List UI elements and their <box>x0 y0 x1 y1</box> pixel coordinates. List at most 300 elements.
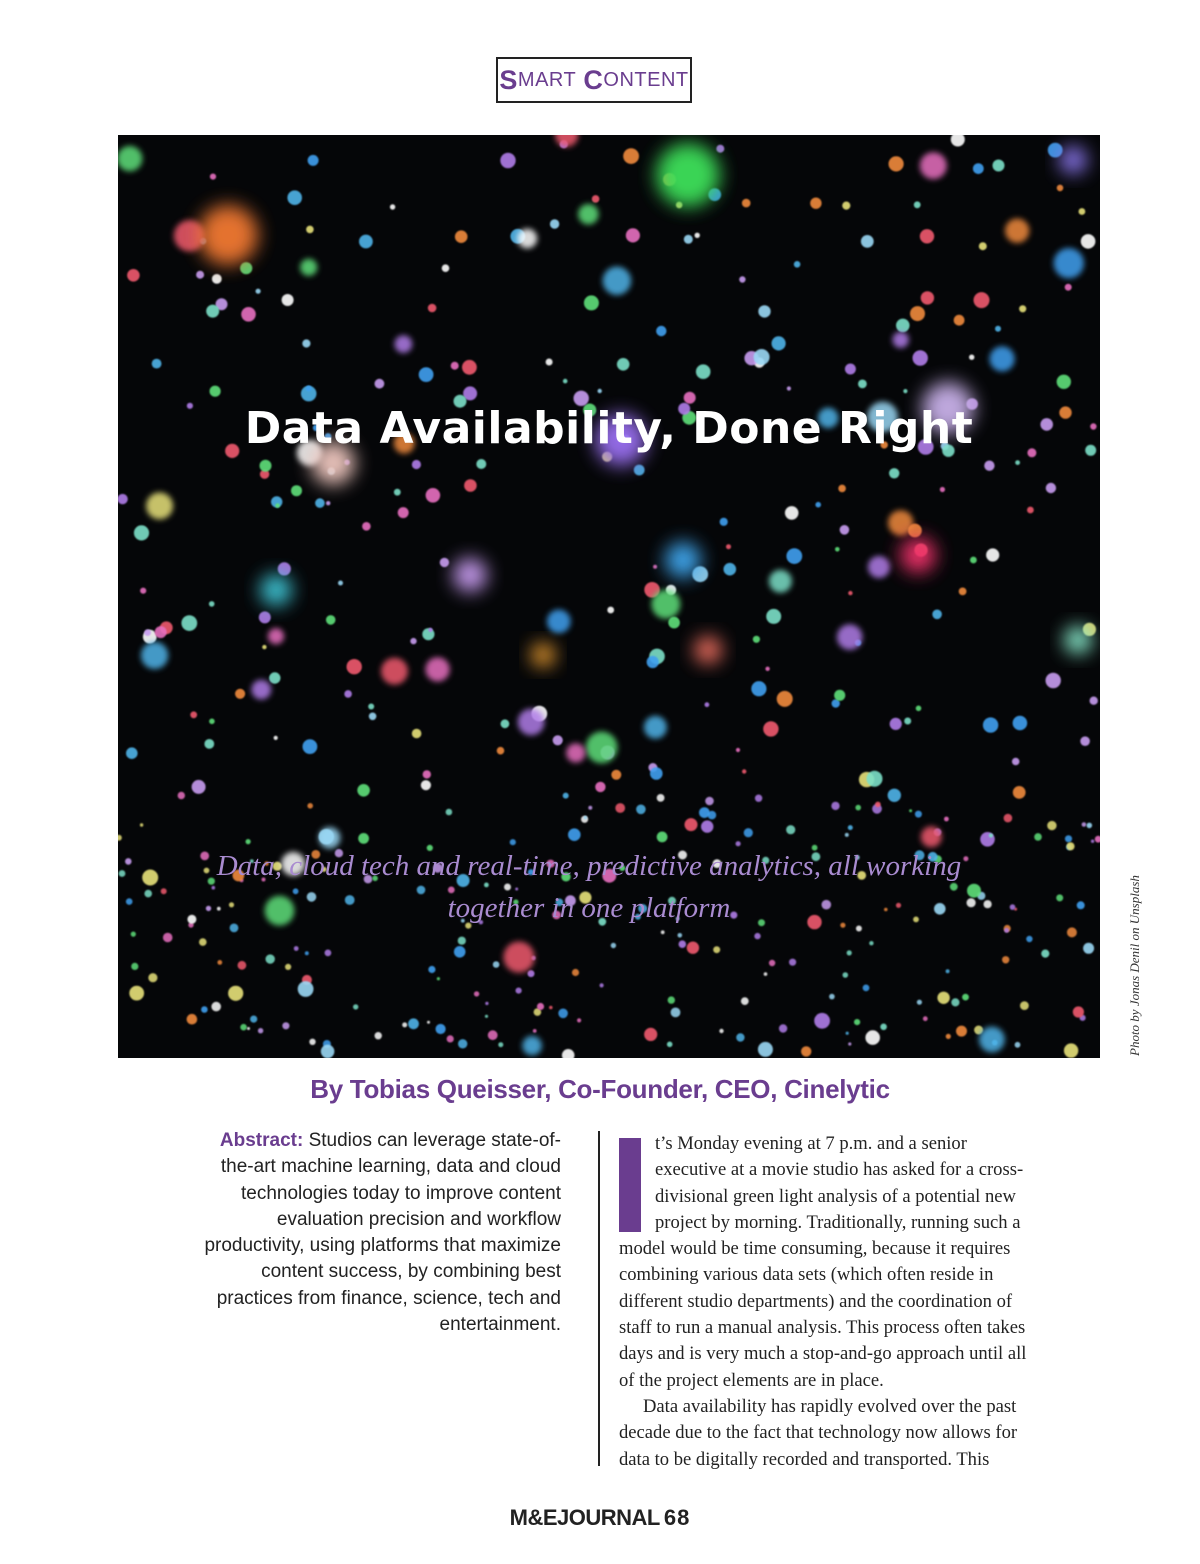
bokeh-light <box>584 816 588 820</box>
bokeh-light <box>840 525 850 535</box>
bokeh-light <box>758 305 770 317</box>
bokeh-light <box>315 498 325 508</box>
bokeh-light <box>347 659 362 674</box>
bokeh-light <box>307 803 313 809</box>
bokeh-light <box>235 689 245 699</box>
bokeh-light <box>890 718 902 730</box>
bokeh-light <box>1090 697 1098 705</box>
bokeh-light <box>421 780 431 790</box>
bokeh-light <box>954 315 965 326</box>
bokeh-light <box>893 332 909 348</box>
bokeh-light <box>867 771 883 787</box>
bokeh-light <box>940 487 945 492</box>
bokeh-light <box>861 235 874 248</box>
bokeh-light <box>607 607 614 614</box>
bokeh-light <box>1082 822 1087 827</box>
bokeh-light <box>751 681 766 696</box>
bokeh-light <box>419 367 434 382</box>
bokeh-light <box>129 986 144 1001</box>
bokeh-light <box>428 628 432 632</box>
bokeh-light <box>595 782 605 792</box>
bokeh-light <box>134 525 149 540</box>
body-paragraph-2: Data availability has rapidly evolved over the past decade due to the fact that technology now allows for data to be digitally recorded and transported. This <box>619 1395 1018 1470</box>
bokeh-light <box>558 1009 568 1019</box>
bokeh-light <box>537 1003 544 1010</box>
bokeh-light <box>516 988 522 994</box>
bokeh-light <box>801 1046 811 1056</box>
bokeh-light <box>500 153 515 168</box>
bokeh-light <box>1059 146 1087 174</box>
bokeh-light <box>127 269 140 282</box>
bokeh-light <box>956 1026 967 1037</box>
bokeh-light <box>668 996 675 1003</box>
bokeh-light <box>447 1035 454 1042</box>
bokeh-light <box>308 155 319 166</box>
bokeh-light <box>140 823 143 826</box>
bokeh-light <box>305 951 309 955</box>
bokeh-light <box>1046 673 1061 688</box>
bokeh-light <box>611 943 616 948</box>
bokeh-light <box>769 960 775 966</box>
bokeh-light <box>651 590 680 619</box>
bokeh-light <box>970 557 977 564</box>
column-divider <box>598 1131 600 1466</box>
bokeh-light <box>326 501 330 505</box>
bokeh-light <box>880 1024 887 1031</box>
bokeh-light <box>951 135 965 147</box>
bokeh-light <box>763 721 778 736</box>
bokeh-light <box>584 295 599 310</box>
bokeh-light <box>547 610 571 634</box>
bokeh-light <box>369 713 377 721</box>
bokeh-light <box>903 389 907 393</box>
bokeh-light <box>287 190 302 205</box>
bokeh-light <box>647 656 659 668</box>
bokeh-light <box>777 691 793 707</box>
bokeh-light <box>858 380 867 389</box>
bokeh-light <box>923 1016 928 1021</box>
bokeh-light <box>855 805 861 811</box>
bokeh-light <box>212 274 222 284</box>
bokeh-light <box>665 542 701 578</box>
bokeh-light <box>394 489 401 496</box>
bokeh-light <box>695 233 700 238</box>
bokeh-light <box>260 460 272 472</box>
bokeh-light <box>687 942 699 954</box>
bokeh-light <box>962 994 969 1001</box>
bokeh-light <box>944 817 949 822</box>
bokeh-light <box>282 294 294 306</box>
abstract-label: Abstract: <box>219 1130 304 1151</box>
bokeh-light <box>119 870 126 877</box>
bokeh-light <box>650 767 663 780</box>
bokeh-light <box>656 143 720 207</box>
bokeh-light <box>914 201 921 208</box>
bokeh-light <box>142 870 158 886</box>
bokeh-light <box>268 628 284 644</box>
bokeh-light <box>338 581 343 586</box>
bokeh-light <box>744 828 753 837</box>
bokeh-light <box>285 964 291 970</box>
bokeh-light <box>1015 1042 1021 1048</box>
bokeh-light <box>1064 1043 1078 1057</box>
bokeh-light <box>868 556 890 578</box>
article-body <box>619 1131 1039 1473</box>
bokeh-light <box>240 1024 247 1031</box>
bokeh-light <box>810 198 821 209</box>
bokeh-light <box>611 770 621 780</box>
bokeh-light <box>198 205 258 265</box>
bokeh-light <box>498 1042 503 1047</box>
bokeh-light <box>155 626 167 638</box>
bokeh-light <box>786 825 795 834</box>
bokeh-light <box>716 145 724 153</box>
bokeh-light <box>422 628 434 640</box>
bokeh-light <box>549 1006 553 1010</box>
bokeh-light <box>846 1032 849 1035</box>
photo-credit: Photo by Jonas Denil on Unsplash <box>1127 875 1142 1056</box>
bokeh-light <box>381 658 408 685</box>
bokeh-light <box>984 461 994 471</box>
bokeh-light <box>454 946 466 958</box>
bokeh-light <box>1057 185 1064 192</box>
bokeh-light <box>789 959 796 966</box>
bokeh-light <box>303 739 318 754</box>
bokeh-light <box>528 970 535 977</box>
bokeh-light <box>262 645 266 649</box>
bokeh-light <box>451 362 459 370</box>
bokeh-light <box>446 809 453 816</box>
bokeh-light <box>178 792 185 799</box>
bokeh-light <box>848 825 853 830</box>
bokeh-light <box>126 898 133 905</box>
bokeh-light <box>555 135 578 147</box>
bokeh-light <box>598 389 602 393</box>
bokeh-light <box>909 809 912 812</box>
bokeh-light <box>653 565 657 569</box>
bokeh-light <box>671 1008 681 1018</box>
bokeh-light <box>309 1039 315 1045</box>
bokeh-light <box>497 747 505 755</box>
bokeh-light <box>678 933 683 938</box>
bokeh-light <box>779 1024 787 1032</box>
bokeh-light <box>199 938 207 946</box>
bokeh-light <box>979 1027 1005 1053</box>
bokeh-light <box>915 811 922 818</box>
bokeh-light <box>426 488 441 503</box>
bokeh-light <box>701 820 713 832</box>
bokeh-light <box>875 802 881 808</box>
bokeh-light <box>913 350 928 365</box>
section-tag-rest-2: ONTENT <box>603 68 689 91</box>
bokeh-light <box>436 1024 446 1034</box>
bokeh-light <box>592 195 600 203</box>
bokeh-light <box>1073 1006 1084 1017</box>
bokeh-light <box>685 818 698 831</box>
bokeh-light <box>814 1013 830 1029</box>
bokeh-light <box>306 386 312 392</box>
bokeh-light <box>983 717 998 732</box>
bokeh-light <box>251 680 271 700</box>
bokeh-light <box>726 544 731 549</box>
bokeh-light <box>920 229 934 243</box>
bokeh-light <box>1065 835 1072 842</box>
bokeh-light <box>1067 927 1077 937</box>
bokeh-light <box>889 468 899 478</box>
bokeh-light <box>995 326 1001 332</box>
bokeh-light <box>275 503 280 508</box>
bokeh-light <box>577 1018 581 1022</box>
bokeh-light <box>282 1022 289 1029</box>
bokeh-light <box>889 156 904 171</box>
bokeh-light <box>442 264 450 272</box>
bokeh-light <box>636 805 646 815</box>
bokeh-light <box>736 748 740 752</box>
bokeh-light <box>699 807 710 818</box>
bokeh-light <box>359 235 373 249</box>
bokeh-light <box>550 219 559 228</box>
bokeh-light <box>1004 814 1013 823</box>
bokeh-light <box>719 1029 723 1033</box>
bokeh-light <box>126 747 138 759</box>
bokeh-light <box>260 574 292 606</box>
bokeh-light <box>766 609 781 624</box>
bokeh-light <box>785 506 799 520</box>
bokeh-light <box>1077 901 1085 909</box>
bokeh-light <box>993 160 1005 172</box>
bokeh-light <box>187 1014 198 1025</box>
bokeh-light <box>863 985 870 992</box>
bokeh-light <box>250 1016 257 1023</box>
bokeh-light <box>973 163 984 174</box>
bokeh-light <box>1079 208 1086 215</box>
bokeh-light <box>131 932 136 937</box>
bokeh-light <box>1066 842 1074 850</box>
bokeh-light <box>724 563 737 576</box>
bokeh-light <box>656 326 666 336</box>
bokeh-light <box>946 1034 951 1039</box>
bokeh-light <box>910 306 925 321</box>
bokeh-light <box>888 510 913 535</box>
bokeh-light <box>485 1015 488 1018</box>
bokeh-light <box>769 570 792 593</box>
bokeh-light <box>423 770 431 778</box>
bokeh-light <box>969 355 974 360</box>
bokeh-light <box>302 339 310 347</box>
bokeh-light <box>600 983 604 987</box>
bokeh-light <box>720 518 728 526</box>
bokeh-light <box>402 1022 407 1027</box>
bokeh-light <box>644 716 667 739</box>
bokeh-light <box>588 806 592 810</box>
bokeh-light <box>427 1021 430 1024</box>
bokeh-light <box>210 174 216 180</box>
bokeh-light <box>946 969 950 973</box>
bokeh-light <box>306 226 314 234</box>
bokeh-light <box>615 803 625 813</box>
page-number: 68 <box>663 1505 691 1530</box>
bokeh-light <box>696 364 711 379</box>
bokeh-light <box>753 636 760 643</box>
bokeh-light <box>979 242 987 250</box>
bokeh-light <box>358 833 369 844</box>
bokeh-light <box>1054 248 1084 278</box>
bokeh-light <box>217 960 222 965</box>
bokeh-light <box>815 502 821 508</box>
section-tag-initial-2: C <box>583 64 604 95</box>
bokeh-light <box>1004 928 1009 933</box>
bokeh-light <box>458 937 466 945</box>
bokeh-light <box>390 204 395 209</box>
bokeh-light <box>1095 836 1100 843</box>
bokeh-light <box>869 941 873 945</box>
bokeh-light <box>916 706 922 712</box>
bokeh-light <box>603 267 632 296</box>
bokeh-light <box>742 199 751 208</box>
bokeh-light <box>566 743 585 762</box>
bokeh-light <box>917 1000 922 1005</box>
drop-cap <box>619 1138 641 1232</box>
bokeh-light <box>368 704 374 710</box>
bokeh-light <box>1034 833 1042 841</box>
bokeh-light <box>501 719 510 728</box>
bokeh-light <box>848 1042 851 1045</box>
bokeh-light <box>362 522 371 531</box>
bokeh-light <box>679 940 687 948</box>
bokeh-light <box>900 537 936 573</box>
bokeh-light <box>206 305 219 318</box>
bokeh-light <box>1047 821 1056 830</box>
bokeh-light <box>428 304 437 313</box>
bokeh-light <box>259 611 271 623</box>
bokeh-light <box>181 615 197 631</box>
bokeh-light <box>118 835 122 841</box>
bokeh-light <box>1013 786 1026 799</box>
bokeh-light <box>517 229 537 249</box>
bokeh-light <box>298 981 314 997</box>
bokeh-light <box>325 950 332 957</box>
bokeh-light <box>546 359 553 366</box>
bokeh-light <box>842 202 850 210</box>
bokeh-light <box>959 588 967 596</box>
bokeh-light <box>980 832 995 847</box>
bokeh-light <box>144 890 152 898</box>
bokeh-light <box>118 146 142 171</box>
bokeh-light <box>425 657 449 681</box>
bokeh-light <box>533 1029 537 1033</box>
bokeh-light <box>141 642 168 669</box>
bokeh-light <box>563 379 568 384</box>
bokeh-light <box>485 1002 488 1005</box>
bokeh-light <box>1046 483 1056 493</box>
bokeh-light <box>765 667 769 671</box>
bokeh-light <box>1010 904 1016 910</box>
bokeh-light <box>344 690 352 698</box>
bokeh-light <box>163 933 173 943</box>
page-footer <box>0 1505 1200 1531</box>
bokeh-light <box>1091 840 1094 843</box>
bokeh-light <box>1015 460 1020 465</box>
bokeh-light <box>764 972 768 976</box>
bokeh-light <box>847 950 852 955</box>
bokeh-light <box>247 1027 250 1030</box>
bokeh-light <box>1080 736 1090 746</box>
bokeh-light <box>623 148 639 164</box>
abstract-text: Studios can leverage state-of-the-art machine learning, data and cloud technologies today to improve content evaluation precision and workflow productivity, using platforms that maximize content success, by combining best practices from finance, science, tech and entertainment. <box>204 1130 561 1336</box>
bokeh-light <box>462 360 477 375</box>
bokeh-light <box>210 386 221 397</box>
bokeh-light <box>705 702 710 707</box>
bokeh-light <box>518 709 545 736</box>
bokeh-light <box>974 292 990 308</box>
bokeh-light <box>713 946 720 953</box>
bokeh-light <box>321 1045 335 1058</box>
bokeh-light <box>1027 507 1034 514</box>
bokeh-light <box>437 977 440 980</box>
bokeh-light <box>694 636 722 664</box>
bokeh-light <box>440 558 449 567</box>
article-subtitle: Data, cloud tech and real-time, predictive analytics, all working together in one platform <box>216 850 962 924</box>
bokeh-light <box>657 832 668 843</box>
bokeh-light <box>937 992 949 1004</box>
bokeh-light <box>1064 626 1092 654</box>
bokeh-light <box>1057 375 1071 389</box>
bokeh-light <box>187 915 196 924</box>
bokeh-light <box>626 228 640 242</box>
bokeh-light <box>246 839 251 844</box>
bokeh-light <box>741 997 749 1005</box>
bokeh-light <box>503 942 534 973</box>
bokeh-light <box>278 562 291 575</box>
bokeh-light <box>754 933 760 939</box>
bokeh-light <box>986 548 999 561</box>
bokeh-light <box>300 259 317 276</box>
bokeh-light <box>888 789 901 802</box>
bokeh-light <box>758 1042 773 1057</box>
bokeh-light <box>140 588 146 594</box>
bokeh-light <box>152 359 162 369</box>
bokeh-light <box>209 601 215 607</box>
bokeh-light <box>553 735 563 745</box>
bokeh-light <box>493 961 500 968</box>
bokeh-light <box>904 718 911 725</box>
bokeh-light <box>408 1018 419 1029</box>
bokeh-light <box>269 672 280 683</box>
bokeh-light <box>932 610 942 620</box>
bokeh-light <box>190 711 197 718</box>
bokeh-light <box>294 946 299 951</box>
bokeh-light <box>848 591 852 595</box>
hero-image <box>118 135 1100 1058</box>
journal-name: M&EJOURNAL <box>509 1505 660 1530</box>
bokeh-light <box>125 858 132 865</box>
bokeh-light <box>238 961 247 970</box>
bokeh-light <box>464 479 477 492</box>
bokeh-light <box>684 235 693 244</box>
bokeh-light <box>572 969 579 976</box>
bokeh-light <box>1020 1001 1029 1010</box>
section-tag-rest-1: MART <box>517 68 577 91</box>
bokeh-light <box>256 289 261 294</box>
section-tag <box>496 57 692 103</box>
bokeh-light <box>476 459 486 469</box>
bokeh-light <box>458 1039 467 1048</box>
bokeh-light <box>192 780 206 794</box>
bokeh-light <box>274 736 278 740</box>
bokeh-light <box>326 615 336 625</box>
bokeh-light <box>1081 234 1096 249</box>
bokeh-light <box>531 643 555 667</box>
